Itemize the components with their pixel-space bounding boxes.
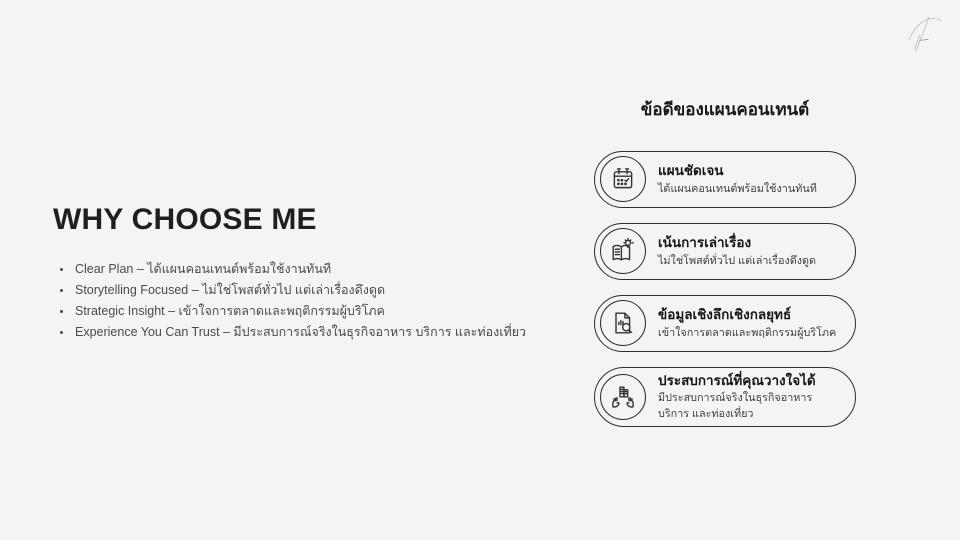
bullet-strategic-insight: • Strategic Insight – เข้าใจการตลาดและพฤติกรรมผู้บริโภค xyxy=(73,301,533,322)
report-search-icon xyxy=(600,300,646,346)
card-insight xyxy=(594,295,856,352)
bullet-experience: • Experience You Can Trust – มีประสบการณ์จริงในธุรกิจอาหาร บริการ และท่องเที่ยว xyxy=(73,322,533,343)
calendar-check-icon xyxy=(600,156,646,202)
card-title: แผนชัดเจน xyxy=(658,163,724,179)
card-subtitle: ไม่ใช่โพสต์ทั่วไป แต่เล่าเรื่องดึงดูด xyxy=(658,254,817,267)
advantages-heading: ข้อดีของแผนคอนเทนต์ xyxy=(640,100,810,119)
advantages-section xyxy=(594,99,856,427)
hands-holding-buildings-icon xyxy=(600,374,646,420)
bullet-storytelling: • Storytelling Focused – ไม่ใช่โพสต์ทั่วไป แต่เล่าเรื่องดึงดูด xyxy=(73,280,533,301)
card-subtitle: มีประสบการณ์จริงในธุรกิจอาหาร บริการ และท่องเที่ยว xyxy=(658,392,813,420)
card-text xyxy=(658,372,843,422)
card-text xyxy=(658,306,836,341)
card-experience xyxy=(594,367,856,427)
card-subtitle: ได้แผนคอนเทนต์พร้อมใช้งานทันที xyxy=(658,182,817,195)
card-subtitle: เข้าใจการตลาดและพฤติกรรมผู้บริโภค xyxy=(658,326,837,339)
signature-logo xyxy=(902,10,944,56)
card-text xyxy=(658,162,817,197)
benefit-bullet-list xyxy=(73,259,533,343)
page-title: WHY CHOOSE ME xyxy=(53,203,317,236)
advantage-cards xyxy=(594,151,856,427)
book-lightbulb-icon xyxy=(600,228,646,274)
card-text xyxy=(658,234,816,269)
bullet-clear-plan: • Clear Plan – ได้แผนคอนเทนต์พร้อมใช้งานทันที xyxy=(73,259,533,280)
card-storytelling xyxy=(594,223,856,280)
card-title: ข้อมูลเชิงลึกเชิงกลยุทธ์ xyxy=(658,307,792,323)
card-title: ประสบการณ์ที่คุณวางใจได้ xyxy=(658,372,816,388)
card-title: เน้นการเล่าเรื่อง xyxy=(658,235,752,251)
intro-section xyxy=(53,203,533,343)
card-clear-plan xyxy=(594,151,856,208)
